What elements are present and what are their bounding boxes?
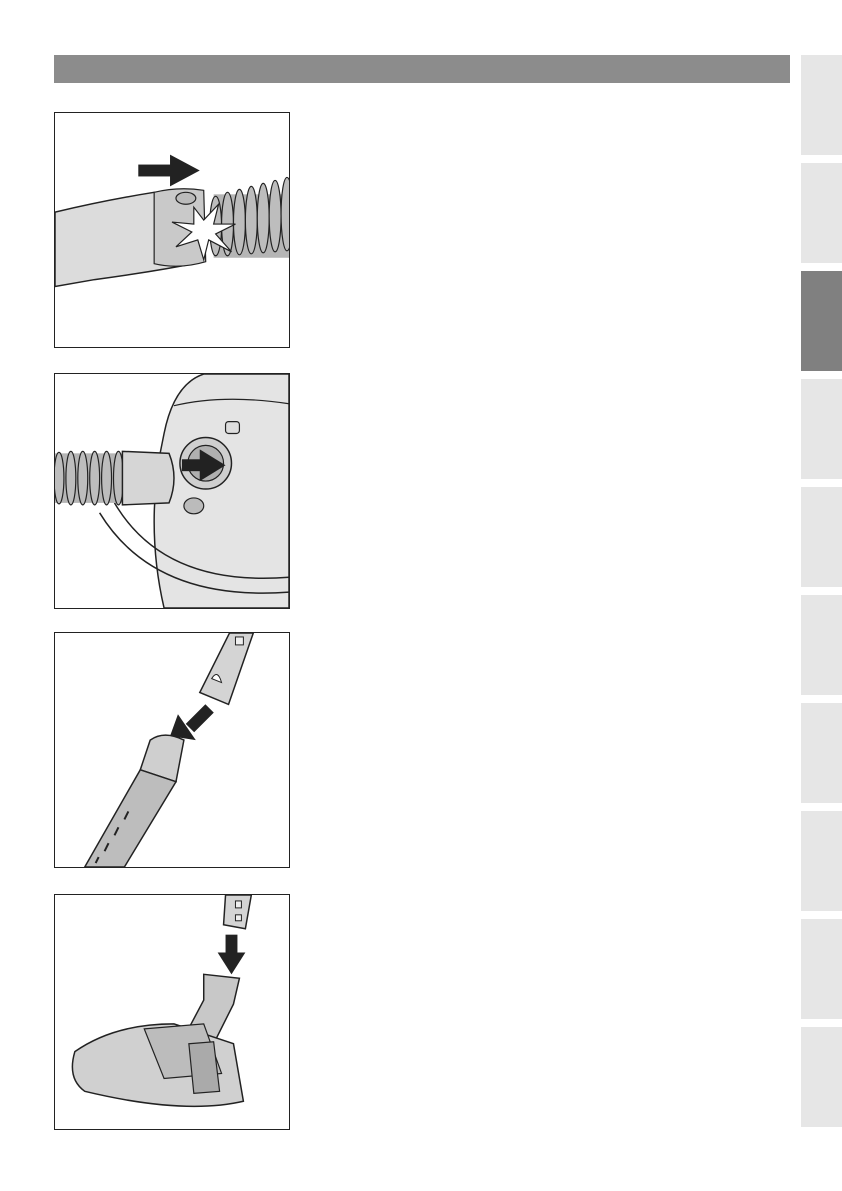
side-tab-active (801, 271, 842, 371)
arrow-down-left-icon (170, 704, 214, 740)
section-header-bar (54, 55, 790, 83)
step-3-illustration (54, 632, 290, 868)
side-tab (801, 379, 842, 479)
step-2-illustration (54, 373, 290, 609)
side-tab (801, 55, 842, 155)
side-tab (801, 487, 842, 587)
side-tab (801, 595, 842, 695)
step-4-illustration (54, 894, 290, 1130)
arrow-down-icon (218, 935, 246, 975)
side-tab (801, 163, 842, 263)
arrow-right-icon (138, 155, 199, 187)
step-1-illustration (54, 112, 290, 348)
side-tab (801, 811, 842, 911)
side-tab (801, 919, 842, 1019)
side-tab (801, 703, 842, 803)
side-tab (801, 1027, 842, 1127)
